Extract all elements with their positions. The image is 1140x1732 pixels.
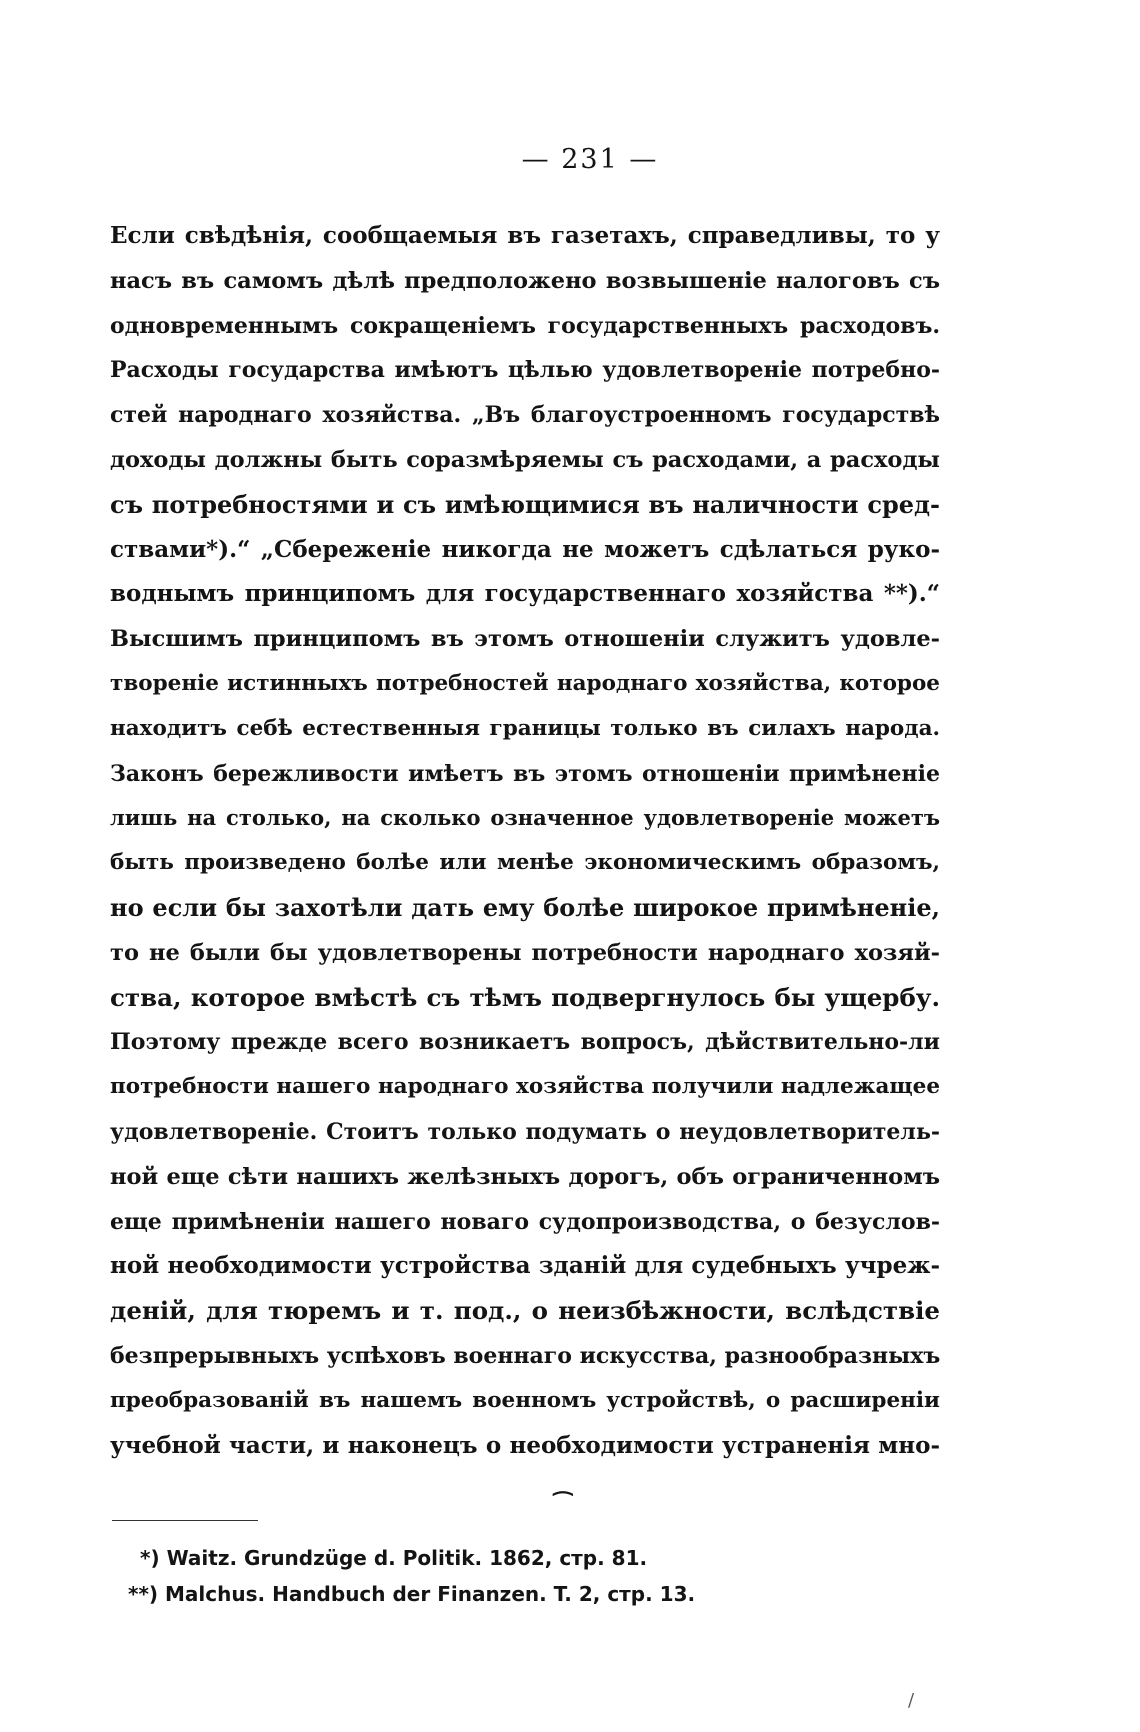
text-line: ной еще сѣти нашихъ желѣзныхъ дорогъ, объ ограниченномъ (110, 1163, 940, 1190)
text-line: съ потребностями и съ имѣющимися въ наличности сред- (110, 489, 940, 519)
body-text (110, 214, 940, 1468)
text-line: то не были бы удовлетворены потребности народнаго хозяй- (110, 939, 940, 966)
text-line: лишь на столько, на сколько означенное удовлетвореніе можетъ (110, 805, 940, 831)
text-line: преобразованій въ нашемъ военномъ устройствѣ, о расширеніи (110, 1387, 940, 1413)
text-line: потребности нашего народнаго хозяйства получили надлежащее (110, 1074, 940, 1100)
text-line: одновременнымъ сокращеніемъ государственныхъ расходовъ. (110, 312, 940, 339)
text-line: еще примѣненіи нашего новаго судопроизводства, о безуслов- (110, 1208, 940, 1235)
scan-speck: / (908, 1690, 915, 1711)
text-line: безпрерывныхъ успѣховъ военнаго искусства, разнообразныхъ (110, 1342, 941, 1369)
text-line: учебной части, и наконецъ о необходимости устраненія мно- (110, 1431, 940, 1459)
footnote-text: Waitz. Grundzüge d. Politik. 1862, стр. 81. (166, 1546, 648, 1570)
text-line: но если бы захотѣли дать ему болѣе широкое примѣненіе, (110, 892, 940, 922)
footnote (128, 1576, 940, 1612)
text-line: насъ въ самомъ дѣлѣ предположено возвышеніе налоговъ съ (110, 267, 940, 294)
text-line: деній, для тюремъ и т. под., о неизбѣжности, вслѣдствіе (110, 1296, 940, 1326)
text-line: Поэтому прежде всего возникаетъ вопросъ, дѣйствительно-ли (110, 1029, 940, 1056)
footnote-marker: *) (140, 1546, 160, 1570)
text-line: быть произведено болѣе или менѣе экономическимъ образомъ, (110, 850, 940, 876)
footnote (140, 1540, 940, 1576)
text-line: Законъ бережливости имѣетъ въ этомъ отношеніи примѣненіе (110, 760, 940, 787)
text-line: Если свѣдѣнія, сообщаемыя въ газетахъ, справедливы, то у (110, 222, 940, 249)
text-line: ства, которое вмѣстѣ съ тѣмъ подвергнулось бы ущербу. (110, 982, 940, 1012)
text-line: Высшимъ принципомъ въ этомъ отношеніи служитъ удовле- (110, 626, 940, 653)
text-line: находитъ себѣ естественныя границы только въ силахъ народа. (110, 715, 940, 741)
text-line: ствами*).“ „Сбереженіе никогда не можетъ сдѣлаться руко- (110, 535, 940, 563)
footnotes (128, 1540, 940, 1612)
footnote-marker: **) (128, 1582, 159, 1606)
text-line: ной необходимости устройства зданій для судебныхъ учреж- (110, 1252, 940, 1280)
text-line: Расходы государства имѣютъ цѣлью удовлетвореніе потребно- (110, 357, 940, 384)
footnote-text: Malchus. Handbuch der Finanzen. T. 2, стр. 13. (165, 1582, 696, 1606)
footnote-divider (112, 1520, 258, 1521)
text-line: доходы должны быть соразмѣряемы съ расходами, а расходы (110, 446, 940, 473)
text-line: стей народнаго хозяйства. „Въ благоустроенномъ государствѣ (110, 402, 940, 429)
signature-mark: ⁀ (554, 1492, 572, 1518)
text-line: твореніе истинныхъ потребностей народнаго хозяйства, которое (110, 670, 940, 696)
text-line: воднымъ принципомъ для государственнаго хозяйства **).“ (110, 580, 940, 608)
text-line: удовлетвореніе. Стоитъ только подумать о неудовлетворитель- (110, 1118, 940, 1145)
page-number: — 231 — (521, 144, 659, 175)
